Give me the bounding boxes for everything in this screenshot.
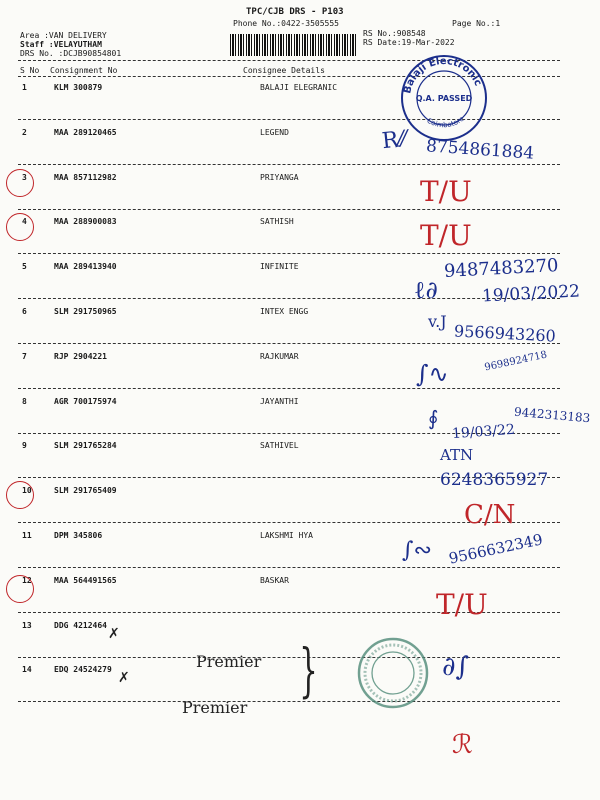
handwritten-mark: T/U (420, 175, 472, 208)
row-serial-number: 5 (22, 262, 27, 271)
stamp-city-text: Coimbatore (425, 114, 466, 130)
row-consignment-number: SLM 291765284 (54, 441, 117, 450)
handwritten-name: ATN (440, 446, 474, 464)
stamp-company-text: Balaji Electronic (402, 55, 484, 95)
row-consignee: BASKAR (260, 576, 289, 585)
table-row (0, 83, 600, 103)
row-divider (18, 209, 560, 210)
row-consignee: RAJKUMAR (260, 352, 299, 361)
handwritten-phone: 9566632349 (447, 530, 545, 568)
page-number: Page No.:1 (452, 19, 501, 28)
column-header-consignment: Consignment No (50, 66, 118, 75)
table-row (0, 173, 600, 193)
row-consignment-number: KLM 300879 (54, 83, 103, 92)
handwritten-signature: ∫∾ (402, 538, 432, 563)
handwritten-mark: T/U (436, 588, 488, 621)
company-stamp (398, 52, 490, 144)
barcode (230, 34, 356, 56)
sno-circle-mark (6, 481, 34, 509)
svg-text:Coimbatore (425, 115, 465, 130)
strike-mark: ✗ (118, 670, 130, 686)
handwritten-signature: ℓ∂ (414, 276, 438, 304)
handwritten-brace: } (299, 636, 318, 704)
handwritten-initial: ℛ (452, 730, 473, 760)
row-consignment-number: AGR 700175974 (54, 397, 117, 406)
handwritten-signature: ∫∿ (416, 360, 449, 388)
rs-number: RS No.:908548 (363, 29, 426, 38)
handwritten-phone: 9487483270 (443, 255, 560, 282)
handwritten-date: 19/03/22 (451, 421, 516, 443)
row-serial-number: 2 (22, 128, 27, 137)
table-row (0, 217, 600, 237)
row-serial-number: 11 (22, 531, 32, 540)
row-serial-number: 1 (22, 83, 27, 92)
row-divider (18, 253, 560, 254)
svg-text:Balaji Electronic (402, 56, 483, 95)
phone-number: Phone No.:0422-3505555 (233, 19, 339, 28)
row-serial-number: 13 (22, 621, 32, 630)
handwritten-signature: ∮ (428, 406, 439, 430)
row-consignment-number: DDG 4212464 (54, 621, 107, 630)
row-serial-number: 6 (22, 307, 27, 316)
row-serial-number: 9 (22, 441, 27, 450)
row-consignee: PRIYANGA (260, 173, 299, 182)
row-serial-number: 7 (22, 352, 27, 361)
row-consignment-number: MAA 289120465 (54, 128, 117, 137)
handwritten-phone: 9566943260 (453, 321, 557, 346)
handwritten-phone: 9698924718 (483, 349, 549, 374)
row-divider (18, 567, 560, 568)
row-serial-number: 4 (22, 217, 27, 226)
row-serial-number: 14 (22, 665, 32, 674)
sno-circle-mark (6, 169, 34, 197)
handwritten-mark: C/N (464, 500, 516, 530)
table-row (0, 576, 600, 596)
row-divider (18, 343, 560, 344)
row-consignee: SATHISH (260, 217, 294, 226)
row-consignee: JAYANTHI (260, 397, 299, 406)
row-consignee: INFINITE (260, 262, 299, 271)
row-divider (18, 298, 560, 299)
row-consignee: INTEX ENGG (260, 307, 309, 316)
handwritten-phone: 6248365927 (440, 470, 549, 490)
table-row (0, 397, 600, 417)
row-consignment-number: MAA 564491565 (54, 576, 117, 585)
handwritten-date: 19/03/2022 (481, 281, 581, 307)
row-consignment-number: MAA 857112982 (54, 173, 117, 182)
row-consignment-number: MAA 288900083 (54, 217, 117, 226)
row-consignee: SATHIVEL (260, 441, 299, 450)
row-divider (18, 657, 560, 658)
row-consignment-number: MAA 289413940 (54, 262, 117, 271)
row-divider (18, 164, 560, 165)
handwritten-phone: 8754861884 (425, 136, 535, 164)
staff-label: Staff :VELAYUTHAM (20, 40, 102, 49)
row-consignment-number: SLM 291765409 (54, 486, 117, 495)
rs-date: RS Date:19-Mar-2022 (363, 38, 455, 47)
green-seal (356, 636, 430, 710)
row-divider (18, 701, 560, 702)
row-serial-number: 8 (22, 397, 27, 406)
row-consignee: LAKSHMI HYA (260, 531, 313, 540)
row-consignment-number: EDQ 24524279 (54, 665, 112, 674)
drs-number: DRS No. :DCJB90854801 (20, 49, 122, 58)
row-serial-number: 10 (22, 486, 32, 495)
handwritten-signature: ∂∫ (442, 652, 469, 682)
handwritten-phone: 9442313183 (513, 404, 591, 426)
strike-mark: ✗ (108, 626, 120, 642)
handwritten-note: Premier (182, 698, 248, 717)
sno-circle-mark (6, 213, 34, 241)
row-divider (18, 388, 560, 389)
row-consignment-number: DPM 345806 (54, 531, 103, 540)
row-consignment-number: SLM 291750965 (54, 307, 117, 316)
table-row (0, 441, 600, 461)
area-label: Area :VAN DELIVERY (20, 31, 107, 40)
column-header-consignee: Consignee Details (243, 66, 325, 75)
row-consignee: LEGEND (260, 128, 289, 137)
handwritten-note: Premier (196, 652, 262, 671)
handwritten-mark: T/U (420, 219, 472, 252)
stamp-passed-text: Q.A. PASSED (415, 94, 473, 103)
column-header-sno: S No (20, 66, 40, 75)
row-serial-number: 3 (22, 173, 27, 182)
handwritten-signature: v.J (428, 312, 447, 331)
row-consignee: BALAJI ELEGRANIC (260, 83, 338, 92)
row-serial-number: 12 (22, 576, 32, 585)
document-title: TPC/CJB DRS - P103 (246, 7, 344, 17)
row-consignment-number: RJP 2904221 (54, 352, 107, 361)
handwritten-signature: R⁄⁄ (380, 126, 408, 155)
sno-circle-mark (6, 575, 34, 603)
